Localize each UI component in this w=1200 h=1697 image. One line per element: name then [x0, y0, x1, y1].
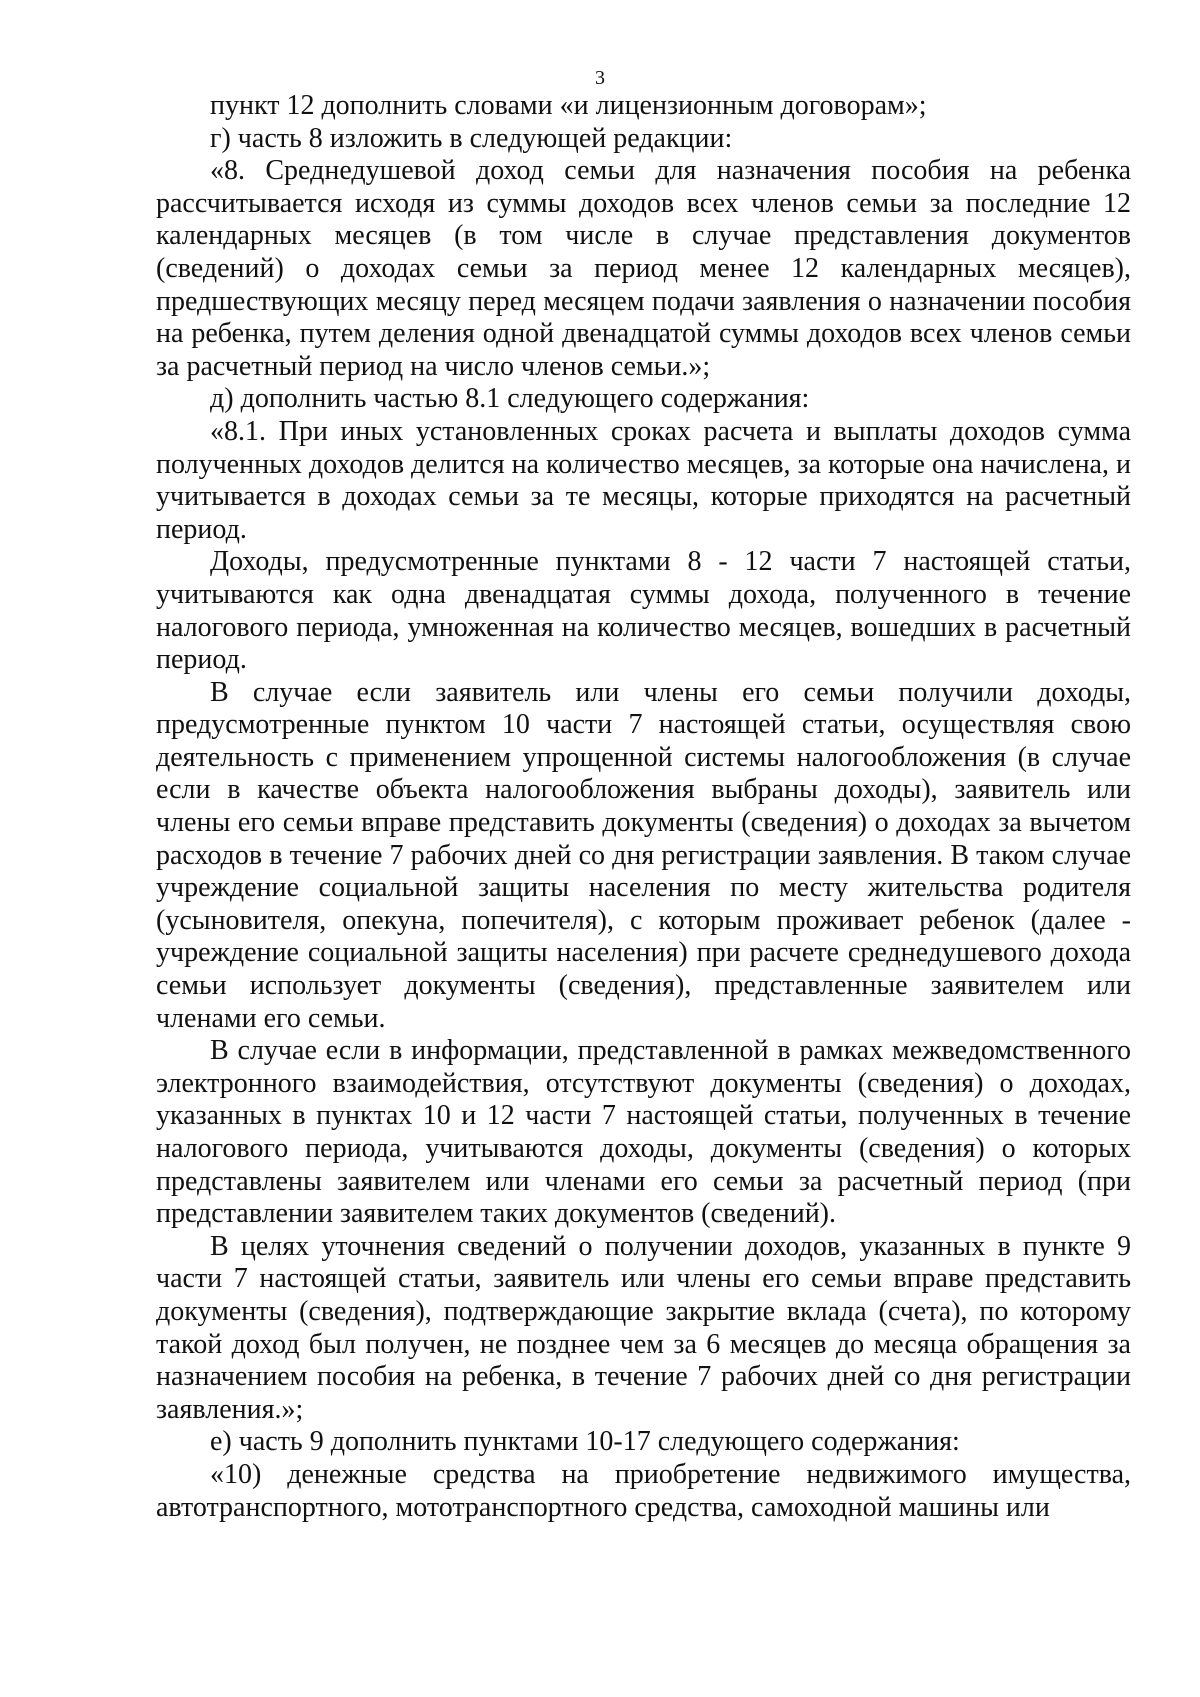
paragraph: «8. Среднедушевой доход семьи для назначения пособия на ребенка рассчитывается исходя из суммы доходов всех членов семьи за последние 12 календарных месяцев (в том числе в случае представления документов (сведений) о доходах семьи за период менее 12 календарных месяцев), предшествующих месяцу перед месяцем подачи заявления о назначении пособия на ребенка, путем деления одной двенадцатой суммы доходов всех членов семьи за расчетный период на число членов семьи.»; [156, 155, 1131, 382]
paragraph: е) часть 9 дополнить пунктами 10-17 следующего содержания: [210, 1426, 960, 1458]
paragraph: В случае если заявитель или члены его семьи получили доходы, предусмотренные пунктом 10 части 7 настоящей статьи, осуществляя свою деятельность с применением упрощенной системы налогообложения (в случае если в качестве объекта налогообложения выбраны доходы), заявитель или члены его семьи вправе представить документы (сведения) о доходах за вычетом расходов в течение 7 рабочих дней со дня регистрации заявления. В таком случае учреждение социальной защиты населения по месту жительства родителя (усыновителя, опекуна, попечителя), с которым проживает ребенок (далее - учреждение социальной защиты населения) при расчете среднедушевого дохода семьи использует документы (сведения), представленные заявителем или членами его семьи. [156, 676, 1131, 1034]
paragraph: пункт 12 дополнить словами «и лицензионным договорам»; [210, 90, 927, 121]
paragraph: «10) денежные средства на приобретение недвижимого имущества, автотранспортного, мототранспортного средства, самоходной машины или [156, 1458, 1131, 1523]
paragraph: В случае если в информации, представленной в рамках межведомственного электронного взаимодействия, отсутствуют документы (сведения) о доходах, указанных в пунктах 10 и 12 части 7 настоящей статьи, полученных в течение налогового периода, учитываются доходы, документы (сведения) о которых представлены заявителем или членами его семьи за расчетный период (при представлении заявителем таких документов (сведений). [156, 1035, 1131, 1230]
paragraph: г) часть 8 изложить в следующей редакции: [210, 122, 733, 154]
page-number: 3 [595, 67, 605, 89]
paragraph: «8.1. При иных установленных сроках расчета и выплаты доходов сумма полученных доходов делится на количество месяцев, за которые она начислена, и учитывается в доходах семьи за те месяцы, которые приходятся на расчетный период. [156, 415, 1131, 545]
paragraph: д) дополнить частью 8.1 следующего содержания: [210, 383, 810, 415]
paragraph: Доходы, предусмотренные пунктами 8 - 12 части 7 настоящей статьи, учитываются как одна двенадцатая суммы дохода, полученного в течение налогового периода, умноженная на количество месяцев, вошедших в расчетный период. [156, 546, 1131, 676]
paragraph: В целях уточнения сведений о получении доходов, указанных в пункте 9 части 7 настоящей статьи, заявитель или члены его семьи вправе представить документы (сведения), подтверждающие закрытие вклада (счета), по которому такой доход был получен, не позднее чем за 6 месяцев до месяца обращения за назначением пособия на ребенка, в течение 7 рабочих дней со дня регистрации заявления.»; [156, 1230, 1131, 1425]
document-body [156, 90, 1131, 1524]
